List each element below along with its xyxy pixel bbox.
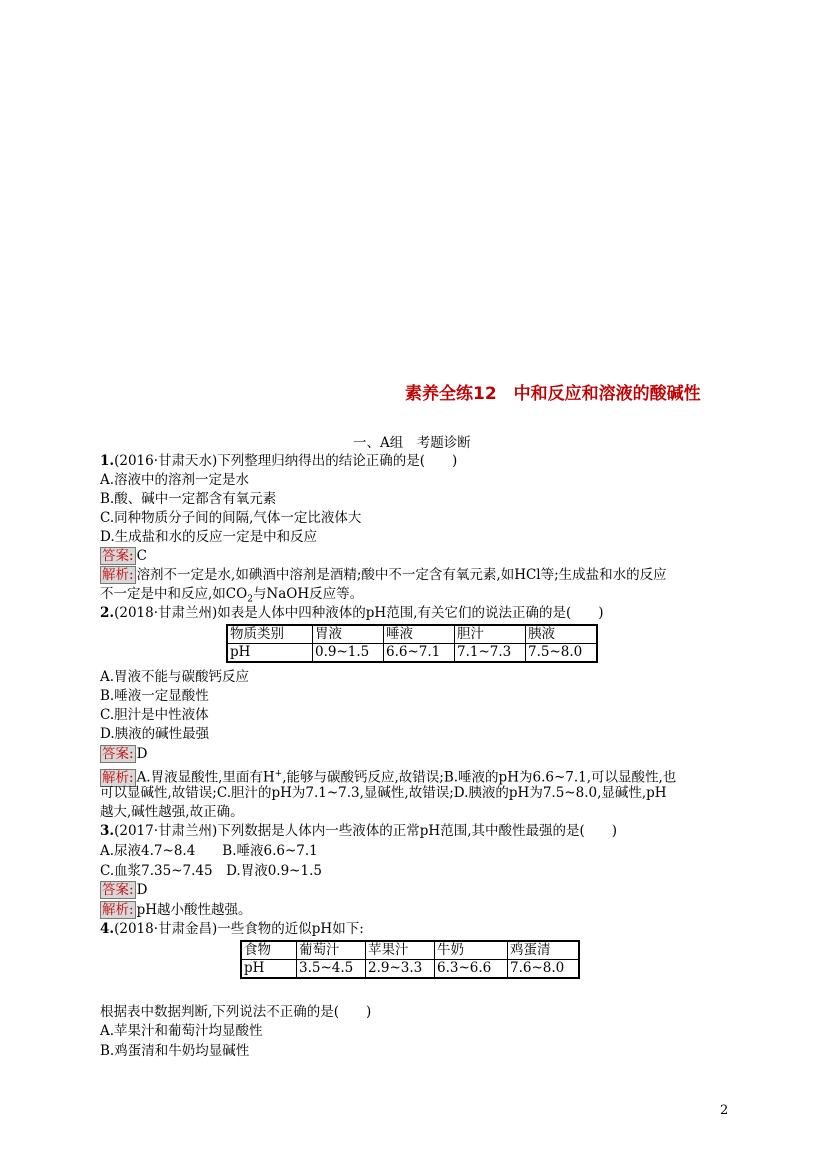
- table-cell: 6.6~7.1: [384, 644, 455, 663]
- answer-line: [100, 881, 147, 899]
- table-cell: 6.3~6.6: [435, 960, 508, 979]
- option: C.胆汁是中性液体: [100, 707, 209, 723]
- analysis-text: 溶剂不一定是水,如碘酒中溶剂是酒精;酸中不一定含有氧元素,如HCl等;生成盐和水的反应: [136, 567, 667, 583]
- table-cell: 鸡蛋清: [508, 941, 580, 960]
- table-cell: 胰液: [526, 625, 598, 644]
- ph-table-body-fluids: [226, 624, 598, 663]
- table-cell: 胃液: [313, 625, 384, 644]
- table-cell: 牛奶: [435, 941, 508, 960]
- option-row: A.尿液4.7~8.4 B.唾液6.6~7.1: [100, 843, 318, 859]
- table-cell: 葡萄汁: [297, 941, 366, 960]
- option: B.唾液一定显酸性: [100, 688, 209, 704]
- question-number: 4.: [100, 921, 115, 937]
- table-cell: 3.5~4.5: [297, 960, 366, 979]
- option: A.溶液中的溶剂一定是水: [100, 472, 250, 488]
- table-row: [241, 960, 579, 979]
- question-2-stem: [100, 604, 604, 622]
- answer-value: D: [136, 882, 148, 898]
- question-3-stem: [100, 822, 617, 840]
- answer-line: [100, 547, 147, 565]
- analysis-line: 越大,碱性越强,故正确。: [100, 804, 244, 820]
- option: D.生成盐和水的反应一定是中和反应: [100, 529, 318, 545]
- question-number: 3.: [100, 823, 115, 839]
- analysis-line: [100, 901, 251, 919]
- analysis-text: 不一定是中和反应,如CO: [100, 586, 248, 602]
- question-text: (2017·甘肃兰州)下列数据是人体内一些液体的正常pH范围,其中酸性最强的是( ): [114, 823, 618, 839]
- table-cell: 胆汁: [455, 625, 526, 644]
- analysis-line: [100, 566, 667, 584]
- table-cell: 7.1~7.3: [455, 644, 526, 663]
- option: B.酸、碱中一定都含有氧元素: [100, 491, 277, 507]
- table-cell: pH: [241, 960, 297, 979]
- table-header-row: [227, 625, 597, 644]
- analysis-text: A.胃液显酸性,里面有H: [136, 769, 275, 786]
- analysis-text: 与NaOH反应等。: [252, 586, 364, 602]
- answer-line: [100, 745, 147, 763]
- question-number: 1.: [100, 453, 115, 469]
- table-header-row: [241, 941, 579, 960]
- question-text: (2016·甘肃天水)下列整理归纳得出的结论正确的是( ): [114, 453, 458, 469]
- section-heading: 一、A组 考题诊断: [353, 435, 471, 451]
- table-cell: 0.9~1.5: [313, 644, 384, 663]
- option: C.同种物质分子间的间隔,气体一定比液体大: [100, 510, 362, 526]
- option-row: C.血浆7.35~7.45 D.胃液0.9~1.5: [100, 863, 322, 879]
- option: D.胰液的碱性最强: [100, 726, 210, 742]
- superscript: +: [274, 769, 283, 779]
- option: A.苹果汁和葡萄汁均显酸性: [100, 1023, 263, 1039]
- subscript: 2: [247, 594, 253, 605]
- analysis-tag: 解析:: [102, 567, 134, 583]
- table-row: [227, 644, 597, 663]
- question-text: (2018·甘肃金昌)一些食物的近似pH如下:: [114, 921, 364, 937]
- analysis-text: pH越小酸性越强。: [136, 902, 252, 918]
- analysis-text: ,能够与碳酸钙反应,故错误;B.唾液的pH为6.6~7.1,可以显酸性,也: [282, 769, 677, 786]
- option: A.胃液不能与碳酸钙反应: [100, 669, 250, 685]
- table-cell: pH: [227, 644, 313, 663]
- analysis-tag: 解析:: [102, 902, 134, 918]
- table-cell: 唾液: [384, 625, 455, 644]
- answer-tag: 答案:: [102, 548, 134, 564]
- answer-tag: 答案:: [102, 882, 134, 898]
- table-cell: 食物: [241, 941, 297, 960]
- table-cell: 苹果汁: [366, 941, 435, 960]
- option: B.鸡蛋清和牛奶均显碱性: [100, 1043, 250, 1059]
- table-cell: 7.6~8.0: [508, 960, 580, 979]
- ph-table-foods: [240, 940, 580, 979]
- page-title: 素养全练12 中和反应和溶液的酸碱性: [405, 384, 701, 404]
- answer-tag: 答案:: [102, 746, 134, 762]
- question-number: 2.: [100, 605, 115, 621]
- question-text: (2018·甘肃兰州)如表是人体中四种液体的pH范围,有关它们的说法正确的是( ): [114, 605, 604, 621]
- analysis-line: 可以显碱性,故错误;C.胆汁的pH为7.1~7.3,显碱性,故错误;D.胰液的pH为7.5~8.0,显碱性,pH: [100, 785, 667, 801]
- question-1-stem: [100, 452, 457, 470]
- table-cell: 7.5~8.0: [526, 644, 598, 663]
- question-4-follow: 根据表中数据判断,下列说法不正确的是( ): [100, 1004, 372, 1020]
- answer-value: D: [136, 746, 148, 762]
- table-cell: 2.9~3.3: [366, 960, 435, 979]
- question-4-stem: [100, 920, 364, 938]
- page-number: 2: [720, 1103, 729, 1118]
- analysis-tag: 解析:: [102, 769, 134, 786]
- answer-value: C: [136, 548, 147, 564]
- table-cell: 物质类别: [227, 625, 313, 644]
